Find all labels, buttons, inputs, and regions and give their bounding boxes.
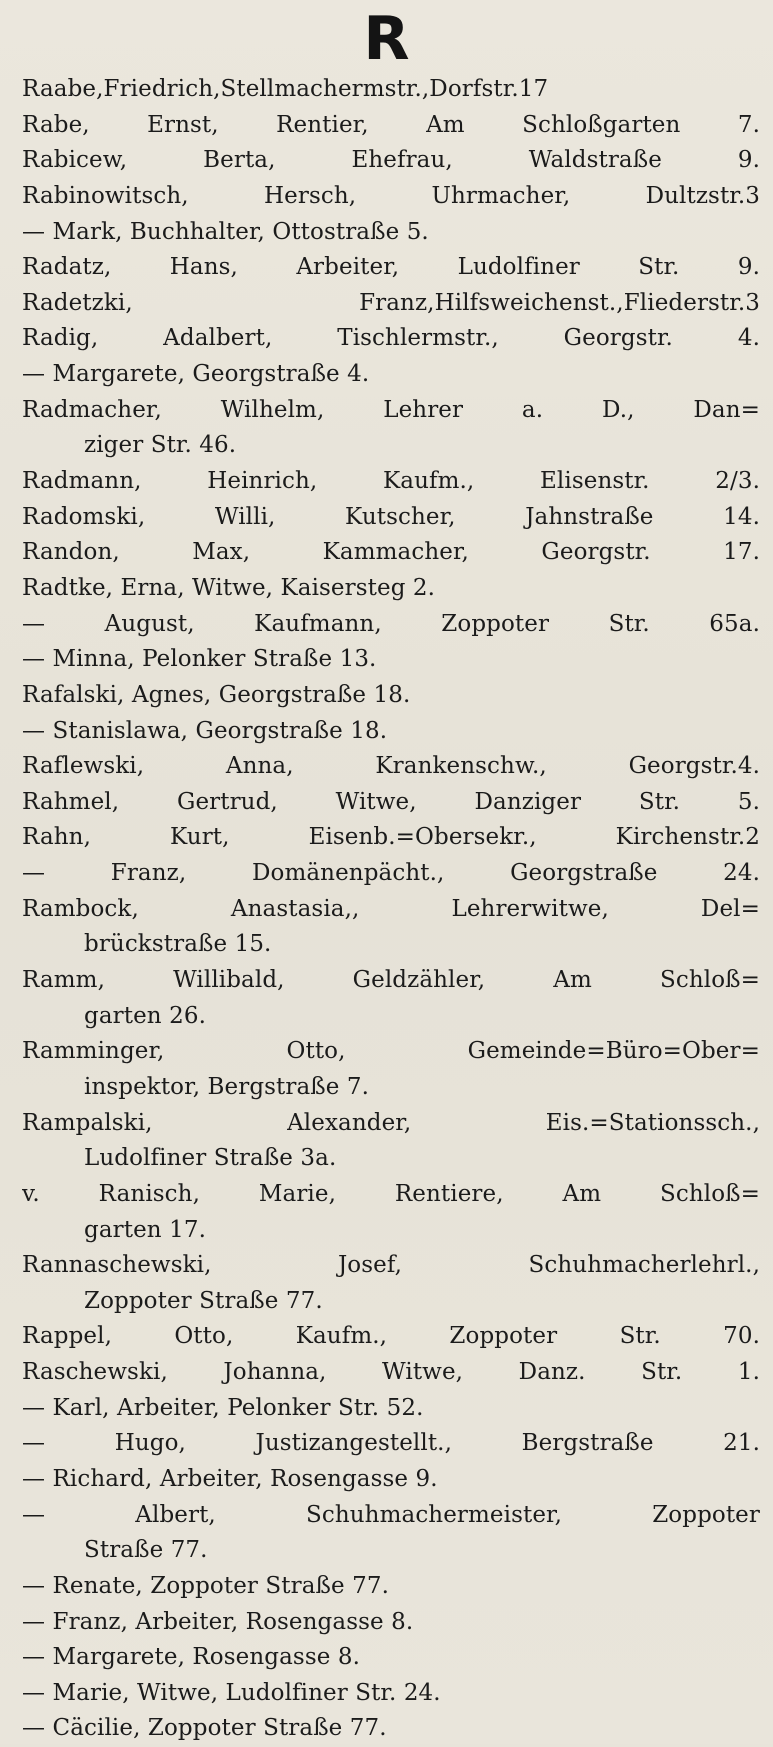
entry-line: Rahmel, Gertrud, Witwe, Danziger Str. 5. [22,788,760,815]
entry-line: Rafalski, Agnes, Georgstraße 18. [22,681,411,708]
entry-line: Radmacher, Wilhelm, Lehrer a. D., Dan= [22,396,760,423]
entry-line: Radomski, Willi, Kutscher, Jahnstraße 14. [22,503,760,530]
entry-line-continued: Ludolfiner Straße 3a. [84,1145,337,1172]
entry-line: Radmann, Heinrich, Kaufm., Elisenstr. 2/3. [22,468,760,495]
entry-line: Rampalski, Alexander, Eis.=Stationssch., [22,1109,760,1136]
entry-line-continued: ziger Str. 46. [84,432,237,459]
entry-line: — Karl, Arbeiter, Pelonker Str. 52. [22,1394,424,1421]
entry-line: Radig, Adalbert, Tischlermstr., Georgstr. 4. [22,325,760,352]
entry-line: — Margarete, Rosengasse 8. [22,1644,360,1671]
entry-line: Rabinowitsch, Hersch, Uhrmacher, Dultzstr.3 [22,182,760,209]
entry-line: Ramm, Willibald, Geldzähler, Am Schloß= [22,967,760,994]
entry-line: Rambock, Anastasia,, Lehrerwitwe, Del= [22,895,760,922]
entry-line: — Franz, Arbeiter, Rosengasse 8. [22,1608,414,1635]
entry-line: — Renate, Zoppoter Straße 77. [22,1572,389,1599]
entry-line: — Hugo, Justizangestellt., Bergstraße 21. [22,1430,760,1457]
entry-line: — Cäcilie, Zoppoter Straße 77. [22,1715,387,1742]
entry-line: — Minna, Pelonker Straße 13. [22,646,377,673]
entry-line: — Mark, Buchhalter, Ottostraße 5. [22,218,429,245]
entry-line: — Richard, Arbeiter, Rosengasse 9. [22,1465,438,1492]
section-letter: R [363,4,410,74]
entry-line: Raschewski, Johanna, Witwe, Danz. Str. 1. [22,1359,760,1386]
entry-line-continued: Straße 77. [84,1537,208,1564]
entry-line-continued: garten 17. [84,1216,206,1243]
entry-line: — Albert, Schuhmachermeister, Zoppoter [22,1501,760,1528]
entry-line: Ramminger, Otto, Gemeinde=Büro=Ober= [22,1038,760,1065]
entry-line: — Marie, Witwe, Ludolfiner Str. 24. [22,1679,441,1706]
entry-line-continued: inspektor, Bergstraße 7. [84,1073,370,1100]
entry-line: Radetzki, Franz,Hilfsweichenst.,Fliederstr.3 [22,289,760,316]
entry-line: Rahn, Kurt, Eisenb.=Obersekr., Kirchenstr.2 [22,824,760,851]
entry-line: Radatz, Hans, Arbeiter, Ludolfiner Str. 9. [22,254,760,281]
entry-line: Raabe,Friedrich,Stellmachermstr.,Dorfstr.17 [22,76,549,102]
entry-line: Rappel, Otto, Kaufm., Zoppoter Str. 70. [22,1323,760,1350]
entry-line-continued: brückstraße 15. [84,931,272,958]
entry-line: Raflewski, Anna, Krankenschw., Georgstr.4. [22,753,760,780]
entry-line: — Stanislawa, Georgstraße 18. [22,717,388,744]
entry-line: Randon, Max, Kammacher, Georgstr. 17. [22,539,760,566]
entry-line: Rabicew, Berta, Ehefrau, Waldstraße 9. [22,147,760,174]
entry-line: — Margarete, Georgstraße 4. [22,361,370,388]
entry-line: v. Ranisch, Marie, Rentiere, Am Schloß= [22,1180,760,1207]
entry-line-continued: Zoppoter Straße 77. [84,1287,323,1314]
directory-entries [22,72,760,1747]
entry-line: — Franz, Domänenpächt., Georgstraße 24. [22,860,760,887]
entry-line: Rannaschewski, Josef, Schuhmacherlehrl., [22,1252,760,1279]
entry-line: Rabe, Ernst, Rentier, Am Schloßgarten 7. [22,111,760,138]
entry-line: Radtke, Erna, Witwe, Kaisersteg 2. [22,574,436,601]
entry-line-continued: garten 26. [84,1002,206,1029]
entry-line: — August, Kaufmann, Zoppoter Str. 65a. [22,610,760,637]
